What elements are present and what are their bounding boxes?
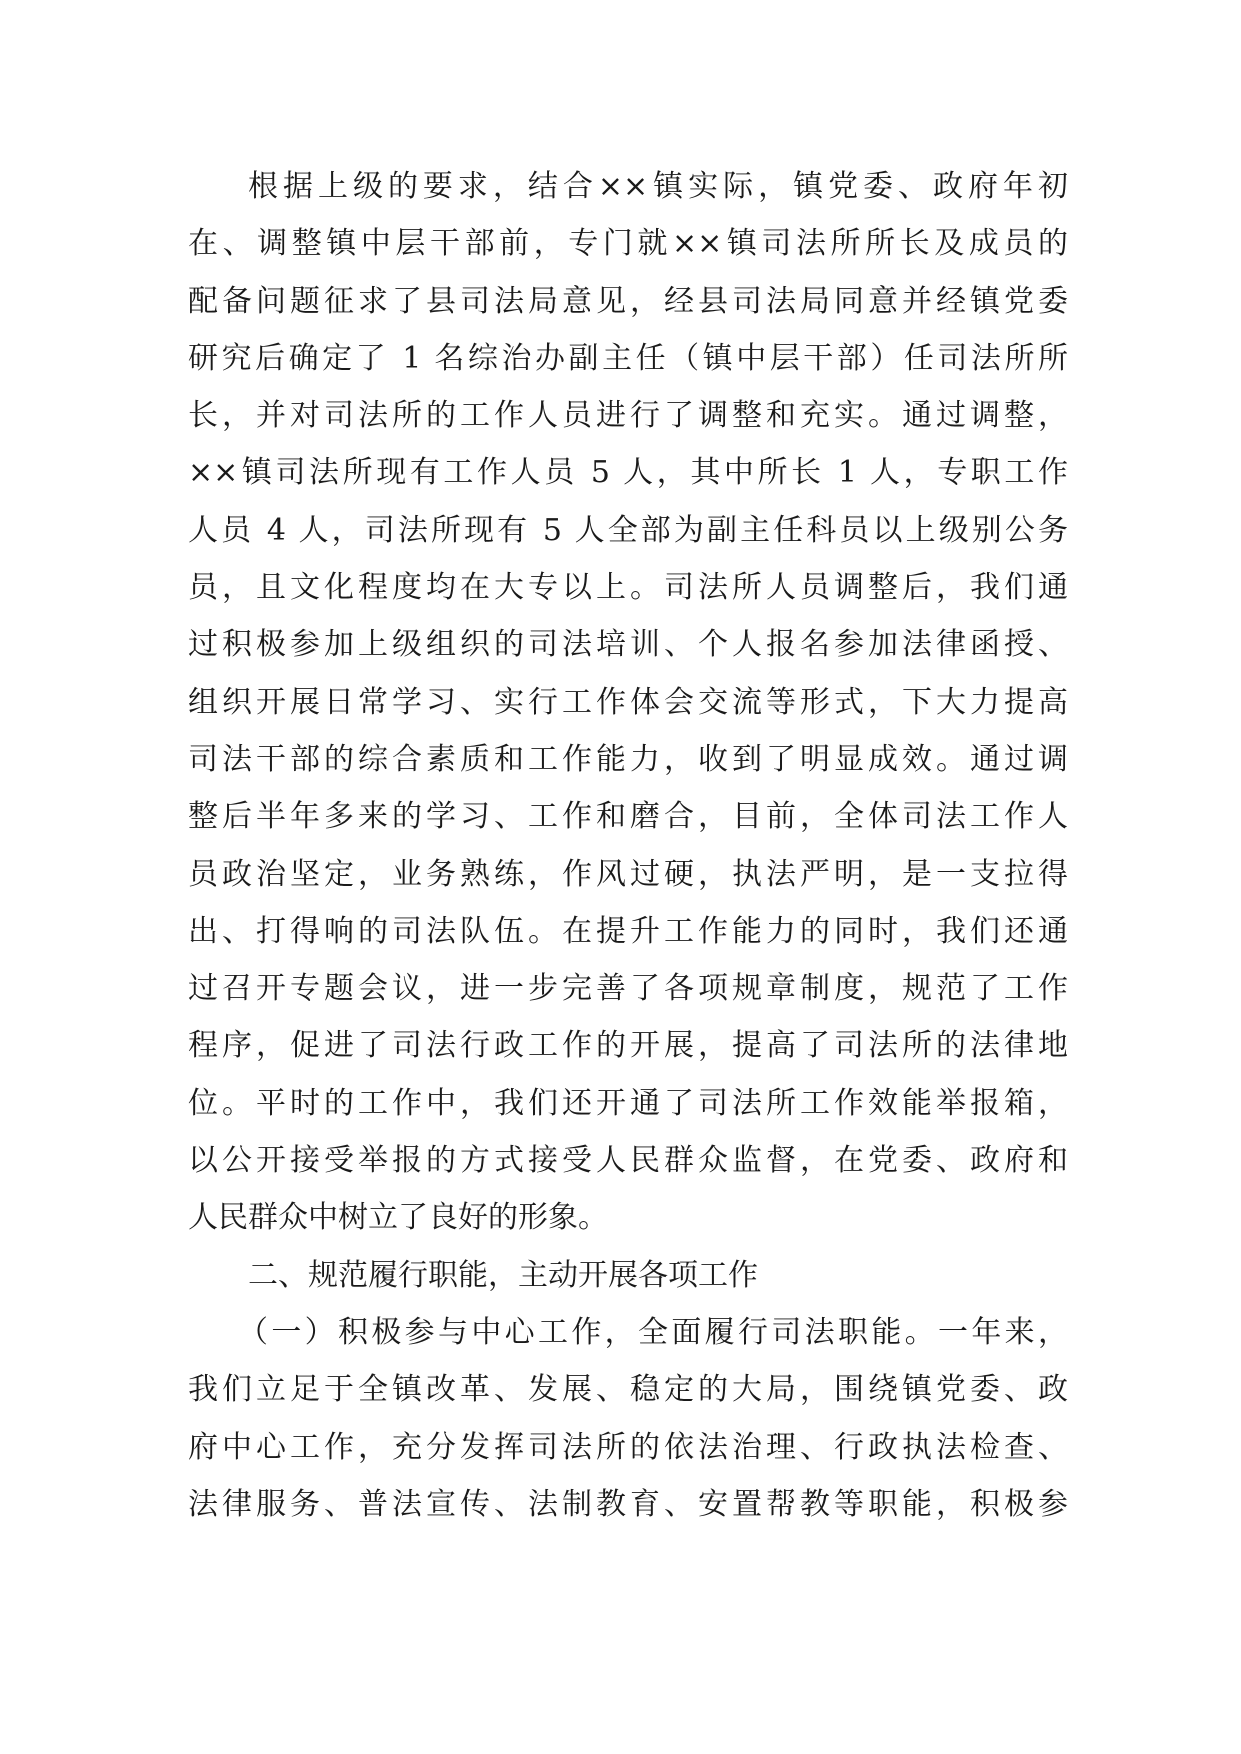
- body-text-line: 司法干部的综合素质和工作能力，收到了明显成效。通过调: [188, 741, 1068, 777]
- document-body: [188, 158, 1068, 1533]
- body-text-line: 出、打得响的司法队伍。在提升工作能力的同时，我们还通: [188, 913, 1068, 949]
- body-text-line: ××镇司法所现有工作人员 5 人，其中所长 1 人，专职工作: [188, 455, 1068, 491]
- body-text-line: 研究后确定了 1 名综治办副主任（镇中层干部）任司法所所: [188, 340, 1068, 376]
- body-text-line: 长，并对司法所的工作人员进行了调整和充实。通过调整，: [188, 398, 1068, 434]
- body-text-line: 在、调整镇中层干部前，专门就××镇司法所所长及成员的: [188, 226, 1068, 262]
- body-text-line: （一）积极参与中心工作，全面履行司法职能。一年来，: [238, 1314, 1068, 1350]
- body-text-line: 府中心工作，充分发挥司法所的依法治理、行政执法检查、: [188, 1429, 1068, 1465]
- body-text-line: 根据上级的要求，结合××镇实际，镇党委、政府年初: [248, 169, 1068, 204]
- section-heading: 二、规范履行职能，主动开展各项工作: [248, 1257, 758, 1293]
- body-text-line: 我们立足于全镇改革、发展、稳定的大局，围绕镇党委、政: [188, 1372, 1068, 1408]
- body-text-line: 程序，促进了司法行政工作的开展，提高了司法所的法律地: [188, 1028, 1068, 1064]
- body-text-line: 员政治坚定，业务熟练，作风过硬，执法严明，是一支拉得: [188, 856, 1068, 892]
- body-text-line: 过积极参加上级组织的司法培训、个人报名参加法律函授、: [188, 627, 1068, 663]
- body-text-line: 位。平时的工作中，我们还开通了司法所工作效能举报箱，: [188, 1085, 1068, 1121]
- body-text-line: 人员 4 人，司法所现有 5 人全部为副主任科员以上级别公务: [188, 512, 1068, 548]
- body-text-line: 以公开接受举报的方式接受人民群众监督，在党委、政府和: [188, 1143, 1068, 1179]
- body-text-line: 过召开专题会议，进一步完善了各项规章制度，规范了工作: [188, 971, 1068, 1007]
- body-text-line: 人民群众中树立了良好的形象。: [188, 1200, 608, 1236]
- body-text-line: 配备问题征求了县司法局意见，经县司法局同意并经镇党委: [188, 283, 1068, 319]
- body-text-line: 组织开展日常学习、实行工作体会交流等形式，下大力提高: [188, 684, 1068, 720]
- body-text-line: 整后半年多来的学习、工作和磨合，目前，全体司法工作人: [188, 799, 1068, 835]
- body-text-line: 法律服务、普法宣传、法制教育、安置帮教等职能，积极参: [188, 1486, 1068, 1522]
- body-text-line: 员，且文化程度均在大专以上。司法所人员调整后，我们通: [188, 570, 1068, 606]
